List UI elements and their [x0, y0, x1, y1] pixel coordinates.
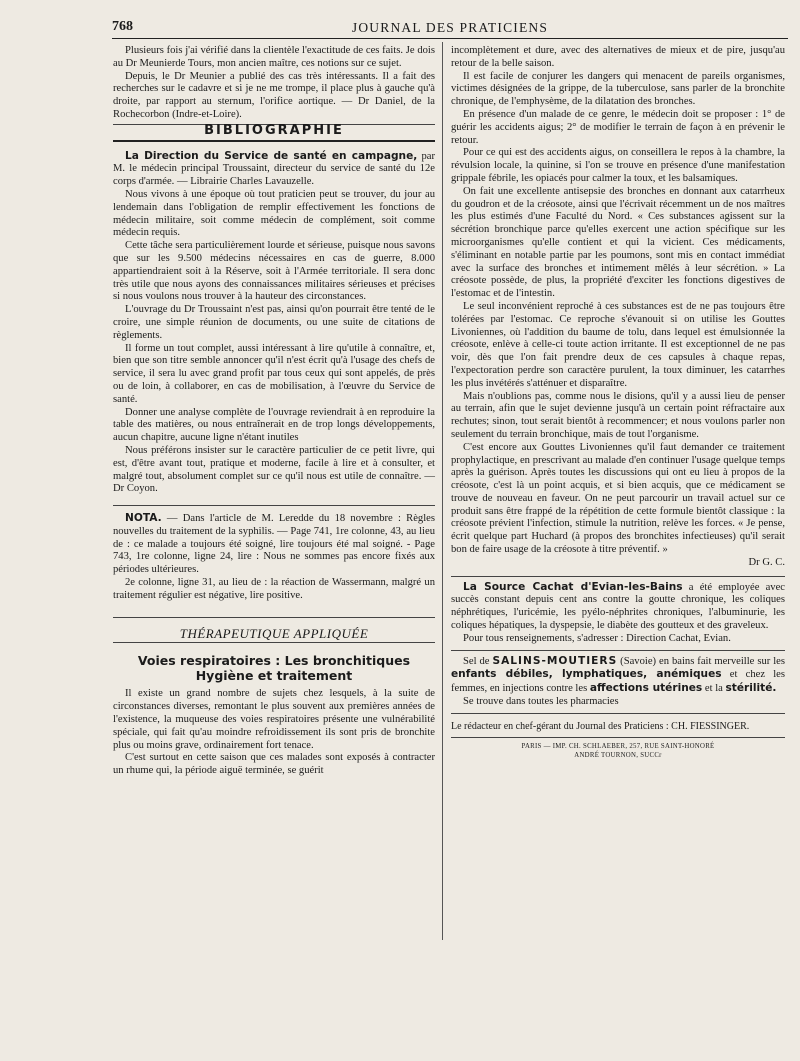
section-heading-bibliographie: BIBLIOGRAPHIE [113, 124, 435, 142]
advertisement-cachat [451, 576, 785, 651]
ad-brand: SALINS-MOUTIERS [492, 654, 618, 667]
paragraph: En présence d'un malade de ce genre, le médecin doit se proposer : 1° de guérir les accidents aigus; 2° de modifier le terrain de façon à en prévenir le retour. [451, 108, 785, 146]
book-title: La Direction du Service de santé en campagne, [125, 149, 418, 162]
paragraph: C'est surtout en cette saison que ces malades sont exposés à contracter un rhume qui, la période aiguë terminée, se guérit [113, 752, 435, 777]
printer-line-2: ANDRÉ TOURNON, SUCCr [574, 751, 662, 759]
ad-emphasis: stérilité. [725, 682, 777, 695]
paragraph: Nous préférons insister sur le caractère particulier de ce petit livre, qui est, d'être avant tout, pratique et moderne, facile à lire et à consulter, et malgré tout, absolument complet sur ce qu'il nous est utile de connaître. — Dr Coyon. [113, 444, 435, 495]
signature: Dr G. C. [748, 556, 785, 568]
paragraph: Il existe un grand nombre de sujets chez lesquels, à la suite de circonstances diverses, remontant le plus souvent aux premières années de l'existence, la muqueuse des voies respiratoires présente une vulnérabilité spéciale, qui fait qu'au moindre refroidissement ils sont pris de bronchite plus ou moins grave, ordinairement fort tenace. [113, 688, 435, 751]
paragraph: Depuis, le Dr Meunier a publié des cas très intéressants. Il a fait des recherches sur le cadavre et si je ne me trompe, il place plus à gauche qu'à droite, par rapport au sternum, l'orifice aortique. — Dr Daniel, de la Rochecorbon (Indre-et-Loire). [113, 70, 435, 120]
paragraph: Il est facile de conjurer les dangers qui menacent de pareils organismes, victimes désignées de la grippe, de la tuberculose, sans parler de la bronchite chronique, de l'emphysème, de la dilatation des bronches. [451, 70, 785, 108]
article-heading-line-1: Voies respiratoires : Les bronchitiques [137, 653, 411, 669]
left-column [113, 45, 435, 778]
nota-paragraph-2: 2e colonne, ligne 31, au lieu de : la réaction de Wassermann, malgré un traitement régulier est négative, lire positive. [113, 577, 435, 601]
book-details: par M. le médecin principal Troussaint, directeur du service de santé du 12e corps d'armée. — Librairie Charles Lavauzelle. [113, 150, 435, 188]
ad-body: a été employée avec succès constant depuis cent ans contre la goutte chronique, les coliques néphrétiques, l'uricémie, les pyélo-néphrites chroniques, l'albuminurie, les coliques hépatiques, la dyspepsie, le diabète des goutteux et des graveleux. [451, 581, 786, 632]
paragraph: incomplètement et dure, avec des alternatives de mieux et de pire, jusqu'au retour de la belle saison. [451, 45, 785, 69]
editor-line: Le rédacteur en chef-gérant du Journal des Praticiens : CH. FIESSINGER. [451, 718, 785, 738]
ad-emphasis: enfants débiles, lymphatiques, anémiques [451, 668, 722, 681]
ad-fragment: (Savoie) en bains fait merveille sur les [617, 655, 785, 667]
running-head [112, 19, 788, 39]
paragraph: Plusieurs fois j'ai vérifié dans la clientèle l'exactitude de ces faits. Je dois au Dr Meunierde Tours, mon ancien maître, ces notions sur ce sujet. [113, 45, 435, 69]
ad-fragment: et la [702, 683, 726, 695]
page-number: 768 [112, 19, 133, 34]
paragraph: Mais n'oublions pas, comme nous le disions, qu'il y a aussi lieu de penser au terrain, afin que le sujet devienne jusqu'à un certain point réfractaire aux rechutes; sinon, tout serait bientôt à recommencer; et nous voulons parler non seulement du terrain bronchique, mais de tout l'organisme. [451, 390, 785, 440]
article-heading-line-2: Hygiène et traitement [195, 668, 353, 684]
advertisement-salins [451, 651, 785, 714]
nota-label: NOTA. [125, 512, 162, 525]
paragraph: C'est encore aux Gouttes Livoniennes qu'il faut demander ce traitement prophylactique, en prescrivant au malade d'en continuer l'usage quelque temps après la guérison. Après toutes les discussions qui ont eu lieu à propos de la créosote, c'est là un point acquis, et si bien acquis, que ce médicament se trouve de nouveau en faveur. On ne peut parcourir un travail actuel sur ce produit sans être frappé de la répétition de cette formule bientôt classique : la créosote prévient l'infection, stimule la nutrition, relève les forces. « Je pense, écrit quelque part Huchard (à propos des bronchites infectieuses) qu'il serait bon de faire usage de la créosote à titre préventif. » [451, 441, 785, 556]
right-column [451, 45, 785, 760]
nota-text: — Dans l'article de M. Leredde du 18 novembre : Règles nouvelles du traitement de la syphilis. — Page 741, 1re colonne, 43, au lieu de : ce malade a toujours été soigné, lire toujours été mal soigné. - Page 743, 1re colonne, ligne 24, lire : Nous ne sommes pas encore fixés aux périodes ultérieures. [113, 513, 435, 576]
nota-paragraph [113, 512, 435, 577]
paragraph: Pour ce qui est des accidents aigus, on conseillera le repos à la chambre, la révulsion locale, la quinine, si l'on se trouve en présence d'une manifestation grippale fébrile, les opiacés pour calmer la toux, et les balsamiques. [451, 147, 785, 184]
printer-line-1: PARIS — IMP. CH. SCHLAEBER, 257, RUE SAINT-HONORÉ [521, 742, 715, 750]
ad-text [451, 581, 785, 633]
column-divider [442, 42, 443, 940]
ad-contact: Pour tous renseignements, s'adresser : Direction Cachat, Evian. [463, 632, 731, 644]
article-heading [113, 653, 435, 683]
ad-fragment: et chez les femmes, en injections contre les [451, 669, 786, 695]
ad-fragment: Sel de [463, 655, 493, 667]
printer-imprint [451, 742, 785, 760]
paragraph: Donner une analyse complète de l'ouvrage reviendrait à en reproduire la table des matières, ou nous entraînerait en de trop longs développements, aucun chapitre, aucune ligne n'étant inutiles [113, 406, 435, 444]
paragraph: L'ouvrage du Dr Troussaint n'est pas, ainsi qu'on pourrait être tenté de le croire, une simple réunion de documents, ou une suite de citations de règlements. [113, 304, 435, 341]
ad-text [451, 655, 785, 696]
ad-brand: La Source Cachat d'Evian-les-Bains [463, 580, 683, 593]
paragraph: Le seul inconvénient reproché à ces substances est de ne pas toujours être tolérées par l'estomac. Ce reproche s'évanouit si on utilise les Gouttes Livoniennes, où l'addition du baume de tolu, dans lequel est émulsionnée la créosote, enlève à celle-ci toute action irritante. Il est exceptionnel de ne pas voir, dès que l'on fait prendre deux de ces capsules à chaque repas, l'expectoration perdre son caractère purulent, la toux diminuer, les catarrhes les plus invétérés s'atténuer et disparaître. [451, 300, 785, 389]
bibliography-entry [113, 150, 435, 189]
header-rule [112, 38, 788, 39]
paragraph: On fait une excellente antisepsie des bronches en donnant aux catarrheux du goudron et de la créosote, ainsi que l'écrivait récemment un de nos maîtres les plus estimés d'une Faculté du Nord. « Ces substances agissent sur la sécrétion bronchique parce qu'elles exercent une action spécifique sur les microorganismes qu'elle contient et qui la vicient. Ces médicaments, s'éliminant en notable partie par les poumons, sont mis en contact immédiat avec la surface des bronches et intimement mêlés à leur sécrétion. » La créosote possède, de plus, la propriété d'exciter les fonctions digestives de l'estomac et de l'intestin. [451, 185, 785, 300]
paragraph: Cette tâche sera particulièrement lourde et sérieuse, puisque nous savons que sur les 9.500 médecins nécessaires en cas de guerre, 8.000 appartiendraient soit à la Réserve, soit à l'Armée territoriale. Il sera donc très utile que nous ayons des connaissances militaires sérieuses et précises si nous voulons nous trouver à la hauteur des circonstances. [113, 240, 435, 303]
ad-emphasis: affections utérines [589, 682, 703, 695]
section-heading-therapeutique: THÉRAPEUTIQUE APPLIQUÉE [113, 617, 435, 644]
nota-block [113, 505, 435, 603]
paragraph: Nous vivons à une époque où tout praticien peut se trouver, du jour au lendemain dans l'obligation de remplir effectivement les fonctions de médecin militaire, soit comme médecin de complément, soit comme médecin requis. [113, 188, 435, 239]
journal-title: JOURNAL DES PRATICIENS [351, 20, 549, 35]
ad-availability: Se trouve dans toutes les pharmacies [463, 696, 619, 708]
paragraph: Il forme un tout complet, aussi intéressant à lire qu'utile à connaître, et, bien que son titre semble annoncer qu'il n'est écrit qu'à l'usage des chefs de service, il sera lu avec grand profit par tous ceux qui sont appelés, de près ou de loin, à collaborer, en cas de mobilisation, à l'œuvre du Service de santé. [113, 342, 435, 405]
